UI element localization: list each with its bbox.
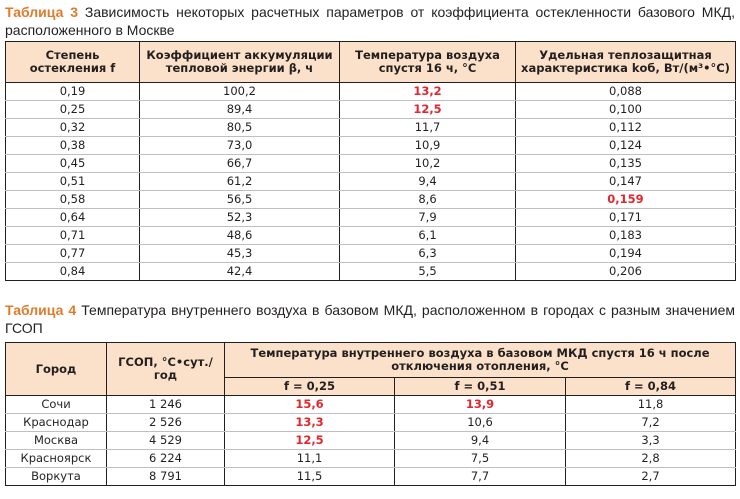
table-row: [6, 227, 736, 245]
table-cell: 10,9: [340, 137, 516, 155]
table-cell: 42,4: [140, 263, 340, 281]
table-cell-highlighted: 13,2: [340, 83, 516, 101]
table3-col-glazing: Степень остекления f: [6, 42, 140, 83]
table-cell: 1 246: [107, 396, 225, 414]
table-row: [6, 263, 736, 281]
table-cell: 0,206: [516, 263, 736, 281]
table-cell: 89,4: [140, 101, 340, 119]
table-cell: 0,194: [516, 245, 736, 263]
table-cell: 0,84: [6, 263, 140, 281]
table4-col-city: Город: [6, 343, 107, 396]
table-cell: 8 791: [107, 468, 225, 486]
table-cell: 73,0: [140, 137, 340, 155]
table-cell: 0,19: [6, 83, 140, 101]
table-cell: 0,32: [6, 119, 140, 137]
table3: [5, 41, 736, 281]
table-cell: 0,64: [6, 209, 140, 227]
table-row: [6, 245, 736, 263]
table3-title: Зависимость некоторых расчетных параметров от коэффициента остекленности базового МКД, расположенного в Москве: [5, 4, 735, 38]
table-cell: 0,088: [516, 83, 736, 101]
table4-col-f-084: f = 0,84: [566, 378, 736, 396]
table-cell: 10,6: [395, 414, 566, 432]
table-cell: 0,58: [6, 191, 140, 209]
table-cell: 100,2: [140, 83, 340, 101]
table-cell: 8,6: [340, 191, 516, 209]
table-cell: Красноярск: [6, 450, 107, 468]
table-cell: 2,7: [566, 468, 736, 486]
table-cell: 2 526: [107, 414, 225, 432]
table-cell: 6,1: [340, 227, 516, 245]
table-cell-highlighted: 12,5: [340, 101, 516, 119]
table-cell: 2,8: [566, 450, 736, 468]
table-cell: 0,171: [516, 209, 736, 227]
table-cell: 0,71: [6, 227, 140, 245]
table-cell: Москва: [6, 432, 107, 450]
table-cell: 0,25: [6, 101, 140, 119]
table-cell: 52,3: [140, 209, 340, 227]
table-cell: 0,45: [6, 155, 140, 173]
table-row: [6, 396, 736, 414]
table-cell: 0,183: [516, 227, 736, 245]
table-cell: 7,2: [566, 414, 736, 432]
table-cell: 0,112: [516, 119, 736, 137]
table-cell: 66,7: [140, 155, 340, 173]
table-cell: 6,3: [340, 245, 516, 263]
table-cell: 56,5: [140, 191, 340, 209]
table-cell: 0,124: [516, 137, 736, 155]
table3-col-heat-char: Удельная теплозащитная характеристика kоб, Вт/(м³•°С): [516, 42, 736, 83]
table-cell: 7,5: [395, 450, 566, 468]
table4: [5, 342, 736, 486]
table3-caption: [5, 3, 735, 39]
table-cell: 3,3: [566, 432, 736, 450]
table-cell: 11,8: [566, 396, 736, 414]
table4-label: Таблица 4: [5, 302, 77, 318]
table-cell: 80,5: [140, 119, 340, 137]
table-row: [6, 83, 736, 101]
table-cell: 7,9: [340, 209, 516, 227]
table-cell: 5,5: [340, 263, 516, 281]
table-cell: 6 224: [107, 450, 225, 468]
table-cell: 11,7: [340, 119, 516, 137]
table-cell: 48,6: [140, 227, 340, 245]
table4-title: Температура внутреннего воздуха в базовом МКД, расположенном в городах с разным значением ГСОП: [5, 302, 735, 336]
table-cell-highlighted: 13,9: [395, 396, 566, 414]
table4-col-f-025: f = 0,25: [225, 378, 395, 396]
table-row: [6, 209, 736, 227]
table-cell: 9,4: [395, 432, 566, 450]
table-row: [6, 432, 736, 450]
table4-caption: [5, 301, 735, 337]
table3-col-accumulation: Коэффициент аккумуляции тепловой энергии β, ч: [140, 42, 340, 83]
table-cell: 0,51: [6, 173, 140, 191]
table-cell: 10,2: [340, 155, 516, 173]
table-cell-highlighted: 12,5: [225, 432, 395, 450]
table-row: [6, 191, 736, 209]
table-cell: 0,77: [6, 245, 140, 263]
table-cell: 0,147: [516, 173, 736, 191]
table-cell: 7,7: [395, 468, 566, 486]
table-cell: Краснодар: [6, 414, 107, 432]
table-cell: 9,4: [340, 173, 516, 191]
table-cell-highlighted: 0,159: [516, 191, 736, 209]
table-cell: 4 529: [107, 432, 225, 450]
table3-col-air-temp: Температура воздуха спустя 16 ч, °С: [340, 42, 516, 83]
table4-col-gsop: ГСОП, °С•сут./год: [107, 343, 225, 396]
table-cell: Воркута: [6, 468, 107, 486]
table-cell: Сочи: [6, 396, 107, 414]
table-cell: 11,1: [225, 450, 395, 468]
table-cell-highlighted: 13,3: [225, 414, 395, 432]
table-row: [6, 450, 736, 468]
table-row: [6, 137, 736, 155]
table-row: [6, 414, 736, 432]
table4-col-f-051: f = 0,51: [395, 378, 566, 396]
table4-header-row: [6, 343, 736, 378]
table-row: [6, 155, 736, 173]
table-row: [6, 468, 736, 486]
table-cell: 45,3: [140, 245, 340, 263]
table-cell-highlighted: 15,6: [225, 396, 395, 414]
table-cell: 11,5: [225, 468, 395, 486]
table-cell: 61,2: [140, 173, 340, 191]
table-row: [6, 119, 736, 137]
table4-col-temp-group: Температура внутреннего воздуха в базовом МКД спустя 16 ч после отключения отопления, °С: [225, 343, 736, 378]
table-cell: 0,38: [6, 137, 140, 155]
table-row: [6, 101, 736, 119]
table-cell: 0,135: [516, 155, 736, 173]
table-row: [6, 173, 736, 191]
table3-label: Таблица 3: [5, 4, 78, 20]
table-cell: 0,100: [516, 101, 736, 119]
table3-header-row: [6, 42, 736, 83]
